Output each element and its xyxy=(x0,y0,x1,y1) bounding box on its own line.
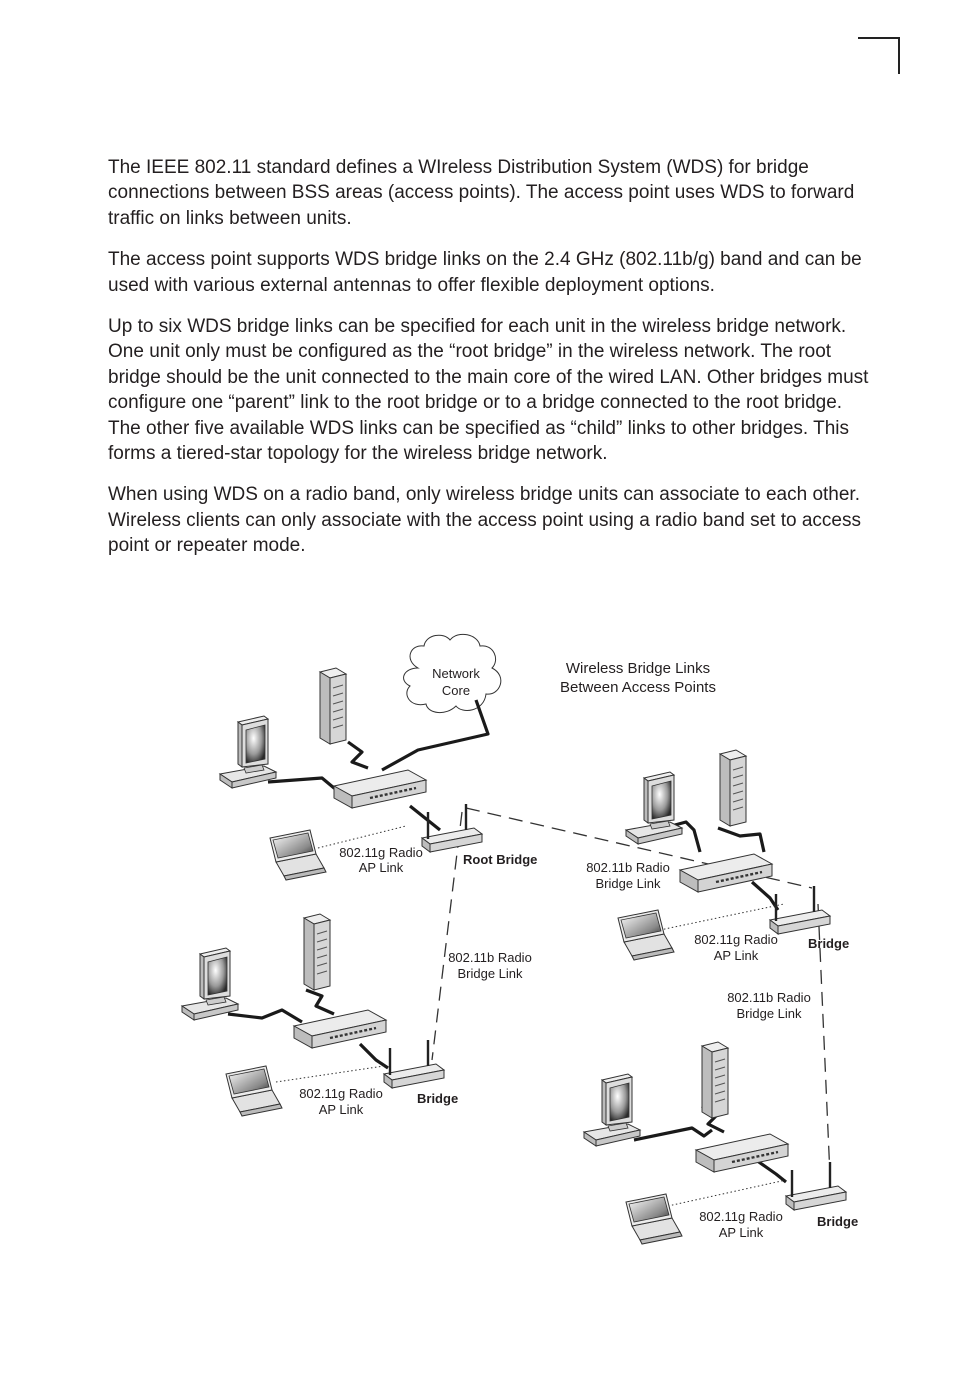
right-site-laptop xyxy=(618,910,674,960)
root-bridge-ap xyxy=(422,804,482,852)
bottom-site-server xyxy=(702,1042,728,1118)
paragraph-wds-links: Up to six WDS bridge links can be specified for each unit in the wireless bridge network. One unit only must be configured as the “root bridge” in the wireless network. The root bridge should be the unit connected to the main core of the wired LAN. Other bridges must configure one “parent” link to the root bridge or to a bridge connected to the root bridge. The other five available WDS links can be specified as “child” links to other bridges. This forms a tiered-star topology for the wireless bridge network. xyxy=(108,316,869,465)
center-bridge-link-line1: 802.11b Radio xyxy=(448,950,532,965)
page-corner-mark xyxy=(858,37,900,74)
cloud-label-network: Network xyxy=(432,666,480,681)
lower-right-bridge-link-line1: 802.11b Radio xyxy=(727,990,811,1005)
root-ap-link-line2: AP Link xyxy=(358,860,404,875)
left-bridge-ap xyxy=(384,1040,444,1088)
bottom-bridge-label: Bridge xyxy=(817,1214,859,1229)
lower-right-bridge-link-label xyxy=(727,990,811,1021)
cloud-label-core: Core xyxy=(441,683,471,698)
bottom-ap-link-label xyxy=(699,1209,783,1240)
root-site-pc xyxy=(220,716,276,788)
left-site-switch xyxy=(294,1010,386,1048)
center-bridge-link-line2: Bridge Link xyxy=(457,966,523,981)
right-bridge-link-label xyxy=(586,860,670,891)
body-text xyxy=(108,155,878,575)
wds-network-diagram xyxy=(0,620,954,1270)
right-bridge-ap xyxy=(770,886,830,934)
right-ap-link-line1: 802.11g Radio xyxy=(694,932,778,947)
bottom-site-pc xyxy=(584,1074,640,1146)
bottom-site-switch xyxy=(696,1134,788,1172)
root-ap-link-line1: 802.11g Radio xyxy=(339,845,423,860)
paragraph-wds-band: The access point supports WDS bridge links on the 2.4 GHz (802.11b/g) band and can be used with various external antennas to offer flexible deployment options. xyxy=(108,249,862,296)
right-bridge-link-line2: Bridge Link xyxy=(595,876,661,891)
left-bridge-label: Bridge xyxy=(417,1091,459,1106)
bottom-bridge-ap xyxy=(786,1162,846,1210)
bottom-ap-link-line2: AP Link xyxy=(718,1225,764,1240)
root-ap-link-label xyxy=(339,845,423,875)
diagram-title-line1: Wireless Bridge Links xyxy=(565,660,711,677)
root-site-switch xyxy=(334,770,426,808)
left-site-laptop xyxy=(226,1066,282,1116)
lower-right-bridge-link-line2: Bridge Link xyxy=(736,1006,802,1021)
paragraph-wds-clients: When using WDS on a radio band, only wireless bridge units can associate to each other. Wireless clients can only associate with the access point using a radio band set to access point or repeater mode. xyxy=(108,484,861,557)
paragraph-wds-definition: The IEEE 802.11 standard defines a WIreless Distribution System (WDS) for bridge connections between BSS areas (access points). The access point uses WDS to forward traffic on links between units. xyxy=(108,157,855,229)
right-bridge-link-line1: 802.11b Radio xyxy=(586,860,670,875)
left-ap-link-line1: 802.11g Radio xyxy=(299,1086,383,1101)
right-bridge-label: Bridge xyxy=(808,936,850,951)
root-site-server xyxy=(320,668,346,744)
right-ap-link-label xyxy=(694,932,778,963)
left-ap-link-label xyxy=(299,1086,383,1117)
left-site-server xyxy=(304,914,330,990)
root-bridge-label: Root Bridge xyxy=(463,852,538,867)
right-ap-link-line2: AP Link xyxy=(713,948,759,963)
right-site-pc xyxy=(626,772,682,844)
bottom-site-laptop xyxy=(626,1194,682,1244)
root-site-laptop xyxy=(270,830,326,880)
right-site-server xyxy=(720,750,746,826)
left-site-pc xyxy=(182,948,238,1020)
left-ap-link-line2: AP Link xyxy=(318,1102,364,1117)
bottom-ap-link-line1: 802.11g Radio xyxy=(699,1209,783,1224)
center-bridge-link-label xyxy=(448,950,532,981)
diagram-title-line2: Between Access Points xyxy=(560,679,716,696)
